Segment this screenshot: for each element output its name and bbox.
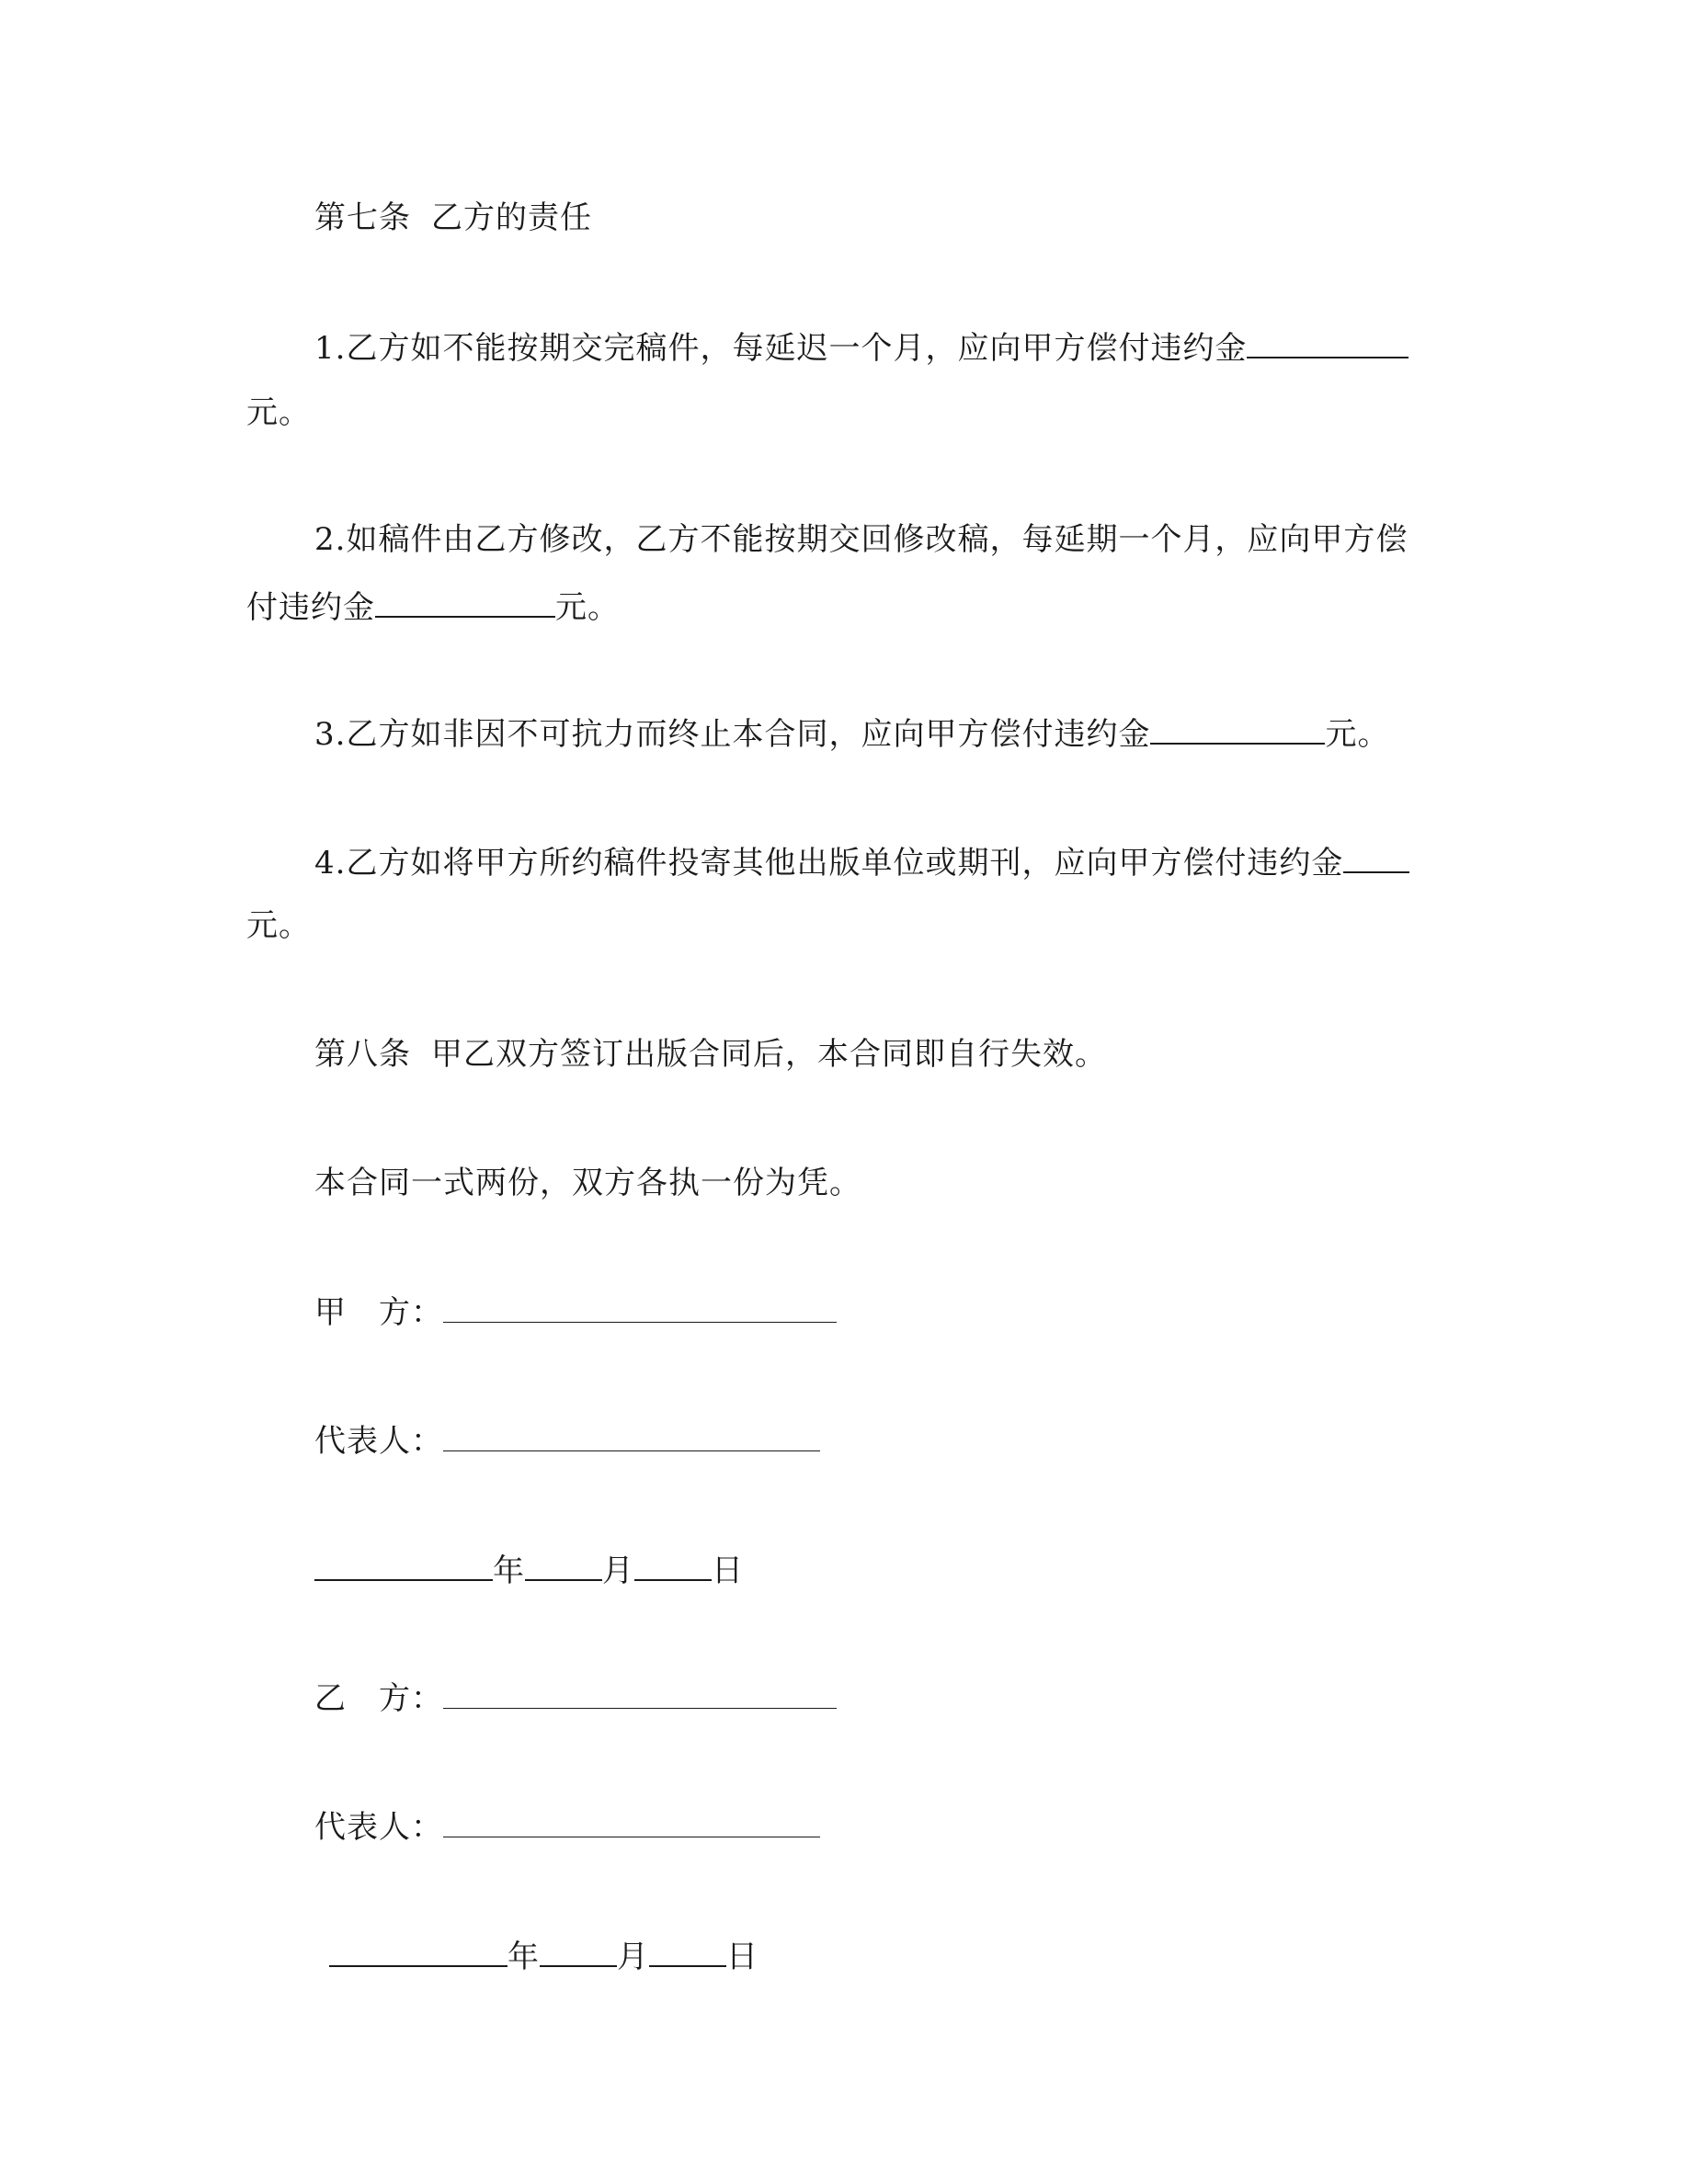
penalty-blank-4[interactable]	[1343, 840, 1409, 873]
party-a-year-label: 年	[493, 1553, 525, 1589]
party-a-month-field[interactable]	[525, 1548, 602, 1581]
penalty-blank-2[interactable]	[375, 585, 555, 618]
article7-item1-text: 1.乙方如不能按期交完稿件，每延迟一个月，应向甲方偿付违约金	[314, 330, 1248, 367]
article7-item2-text-cont: 付违约金	[246, 589, 375, 626]
party-a-label: 甲 方：	[314, 1294, 443, 1331]
party-b-month-label: 月	[617, 1939, 649, 1975]
article7-item2-unit: 元。	[555, 589, 620, 626]
party-a-year-field[interactable]	[314, 1548, 493, 1581]
article7-title: 乙方的责任	[431, 199, 592, 236]
party-b-line	[314, 1677, 837, 1719]
party-b-rep-field[interactable]	[443, 1805, 820, 1837]
article7-number: 第七条	[314, 199, 411, 236]
article7-item4-unit: 元。	[246, 907, 311, 944]
party-b-day-label: 日	[726, 1939, 758, 1975]
article7-item1-line1	[314, 325, 1409, 368]
party-b-year-label: 年	[508, 1939, 540, 1975]
article7-item2-text: 2.如稿件由乙方修改，乙方不能按期交回修改稿，每延期一个月，应向甲方偿	[314, 521, 1409, 558]
article7-item3-text: 3.乙方如非因不可抗力而终止本合同，应向甲方偿付违约金	[314, 716, 1151, 753]
article7-item2-line2	[246, 585, 620, 627]
party-a-line	[314, 1291, 837, 1333]
article7-item4-text: 4.乙方如将甲方所约稿件投寄其他出版单位或期刊，应向甲方偿付违约金	[314, 845, 1344, 882]
article7-item3-unit: 元。	[1325, 716, 1390, 753]
penalty-blank-1[interactable]	[1247, 325, 1409, 358]
article7-item2-line1	[314, 518, 1408, 561]
party-a-day-label: 日	[712, 1553, 744, 1589]
article8	[314, 1033, 1107, 1075]
article7-item4-line1	[314, 840, 1409, 882]
party-b-name-field[interactable]	[443, 1677, 837, 1709]
party-a-name-field[interactable]	[443, 1291, 837, 1323]
party-a-rep-line	[314, 1419, 820, 1462]
party-a-rep-field[interactable]	[443, 1419, 820, 1451]
party-b-date-line	[329, 1934, 758, 1976]
article7-item1-unit: 元。	[246, 394, 311, 431]
party-a-day-field[interactable]	[634, 1548, 712, 1581]
copies-text: 本合同一式两份，双方各执一份为凭。	[314, 1165, 861, 1201]
article8-text: 甲乙双方签订出版合同后，本合同即自行失效。	[431, 1036, 1107, 1073]
party-b-label: 乙 方：	[314, 1680, 443, 1717]
party-a-rep-label: 代表人：	[314, 1423, 443, 1460]
party-b-month-field[interactable]	[540, 1934, 617, 1967]
party-a-date-line	[314, 1548, 744, 1590]
article8-number: 第八条	[314, 1036, 411, 1073]
article7-item3	[314, 711, 1389, 754]
penalty-blank-3[interactable]	[1150, 711, 1325, 745]
copies-clause	[314, 1162, 861, 1204]
party-b-day-field[interactable]	[649, 1934, 726, 1967]
party-b-rep-label: 代表人：	[314, 1809, 443, 1846]
party-b-year-field[interactable]	[329, 1934, 508, 1967]
article7-heading	[314, 197, 592, 239]
article7-item4-line2	[246, 904, 311, 947]
party-a-month-label: 月	[602, 1553, 634, 1589]
party-b-rep-line	[314, 1805, 820, 1848]
article7-item1-line2	[246, 392, 311, 434]
